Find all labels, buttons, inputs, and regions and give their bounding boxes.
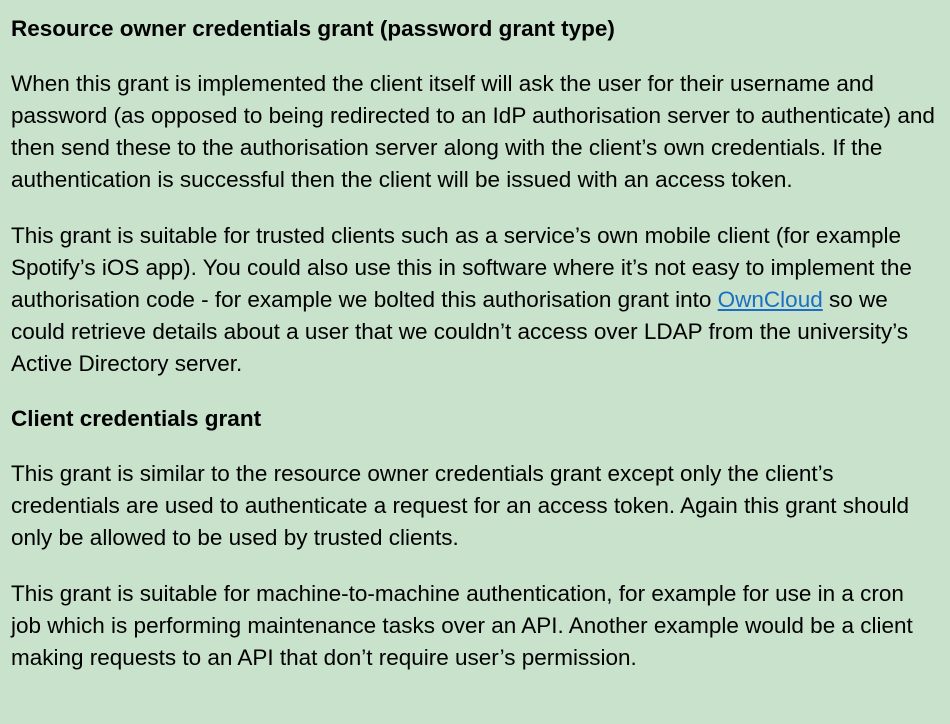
- paragraph-text-before-link: This grant is suitable for trusted clients such as a service’s own mobile client (for example Spotify’s iOS app). You could also use this in software where it’s not easy to implement the authorisation code - for example we bolted this authorisation grant into: [11, 223, 912, 312]
- paragraph-password-grant-description: When this grant is implemented the client itself will ask the user for their username and password (as opposed to being redirected to an IdP authorisation server to authenticate) and then send these to the authorisation server along with the client’s own credentials. If the authentication is successful then the client will be issued with an access token.: [11, 71, 935, 192]
- paragraph-client-credentials-description: This grant is similar to the resource owner credentials grant except only the client’s credentials are used to authenticate a request for an access token. Again this grant should only be allowed to be used by trusted clients.: [11, 461, 910, 550]
- paragraph-password-grant-usage: [11, 220, 940, 380]
- section-heading-client-credentials: Client credentials grant: [11, 406, 262, 431]
- section-heading-password-grant: Resource owner credentials grant (password grant type): [11, 16, 615, 41]
- paragraph-text-after-link: so we could retrieve details about a user that we couldn’t access over LDAP from the university’s Active Directory server.: [11, 287, 909, 376]
- owncloud-link[interactable]: OwnCloud: [717, 287, 823, 312]
- paragraph-client-credentials-usage: This grant is suitable for machine-to-machine authentication, for example for use in a cron job which is performing maintenance tasks over an API. Another example would be a client making requests to an API that don’t require user’s permission.: [11, 581, 913, 670]
